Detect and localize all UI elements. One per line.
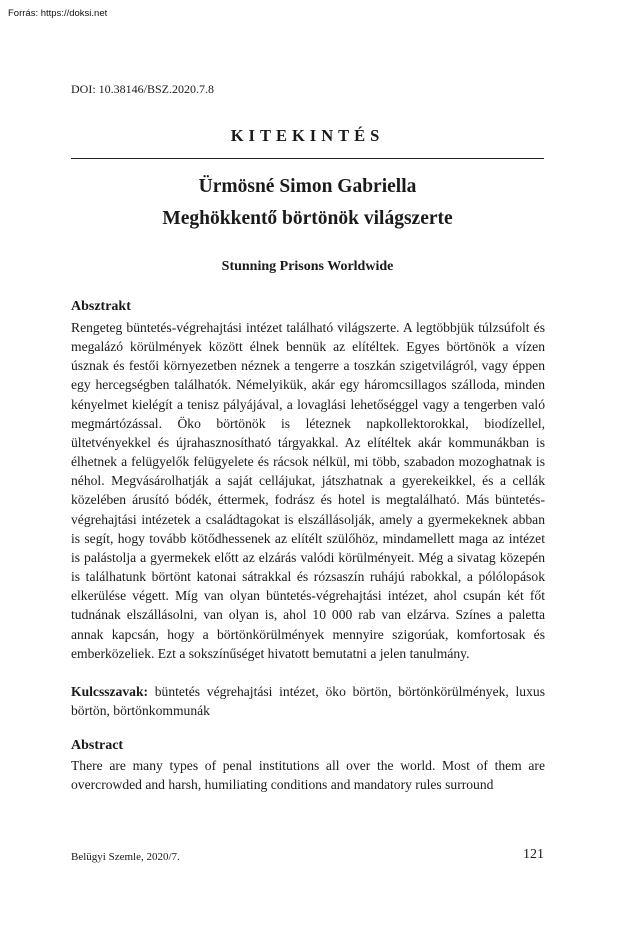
abstract-en-text: There are many types of penal institutions all over the world. Most of them are overcrowded and harsh, humiliating conditions and mandatory rules surround bbox=[71, 758, 545, 793]
keywords-label: Kulcsszavak: bbox=[71, 684, 149, 699]
section-title: KITEKINTÉS bbox=[230, 126, 385, 145]
doi: DOI: 10.38146/BSZ.2020.7.8 bbox=[71, 82, 215, 96]
english-title: Stunning Prisons Worldwide bbox=[221, 259, 394, 274]
footer-journal: Belügyi Szemle, 2020/7. bbox=[71, 851, 180, 863]
keywords-text: büntetés végrehajtási intézet, öko börtön, börtönkörülmények, luxus börtön, börtönkommunák bbox=[71, 684, 545, 719]
abstract-en-heading: Abstract bbox=[71, 738, 124, 753]
keywords-paragraph bbox=[71, 682, 545, 720]
abstract-hu-text: Rengeteg büntetés-végrehajtási intézet található világszerte. A legtöbbjük túlzsúfolt és megalázó körülmények között élnek bennük az elítéltek. Egyes börtönök a vízen úsznak és festői környezetben néznek a tengerre a toszkán szigetvilágról, vagy éppen egy hercegségben találhatók. Némelyikük, akár egy háromcsillagos szálloda, minden kényelmet kielégít a tenisz pályájával, a lovaglási lehetőséggel vagy a tengerben való megmártózással. Öko börtönök is léteznek napkollektorokkal, biodízellel, ültetvényekkel és újrahasznosítható tárgyakkal. Az elítéltek akár kommunákban is élhetnek a felügyelők felügyelete és rácsok nélkül, mi több, szabadon mozoghatnak is néhol. Megvásárolhatják a saját cellájukat, játszhatnak a gyerekeikkel, és a cellák közelében árusító bódék, éttermek, fodrász és hotel is megtalálható. Más büntetés-végrehajtási intézetek a családtagokat is elszállásolják, amely a gyermekeknek abban is segít, hogy tovább kötődhessenek az elítélt szülőhöz, mindamellett maga az intézet is palástolja a gyermekek előtt az elzárás valódi körülményeit. Még a sivatag közepén is találhatunk börtönt katonai sátrakkal és rózsaszín ruhájú rabokkal, a pólólopások elkerülése végett. Míg van olyan büntetés-végrehajtási intézet, ahol csupán két főt tudnának elszállásolni, van olyan is, ahol 10 000 rab van elzárva. Színes a paletta annak kapcsán, hogy a börtönkörülmények mennyire szigorúak, komfortosak és emberközeliek. Ezt a sokszínűséget hivatott bemutatni a jelen tanulmány. bbox=[71, 320, 545, 661]
abstract-hu-heading: Absztrakt bbox=[71, 299, 131, 314]
author-name: Ürmösné Simon Gabriella bbox=[198, 176, 417, 197]
section-rule bbox=[71, 158, 544, 159]
footer-page-number: 121 bbox=[523, 847, 544, 862]
paper-title: Meghökkentő börtönök világszerte bbox=[162, 208, 453, 229]
source-label: Forrás: https://doksi.net bbox=[8, 8, 108, 19]
